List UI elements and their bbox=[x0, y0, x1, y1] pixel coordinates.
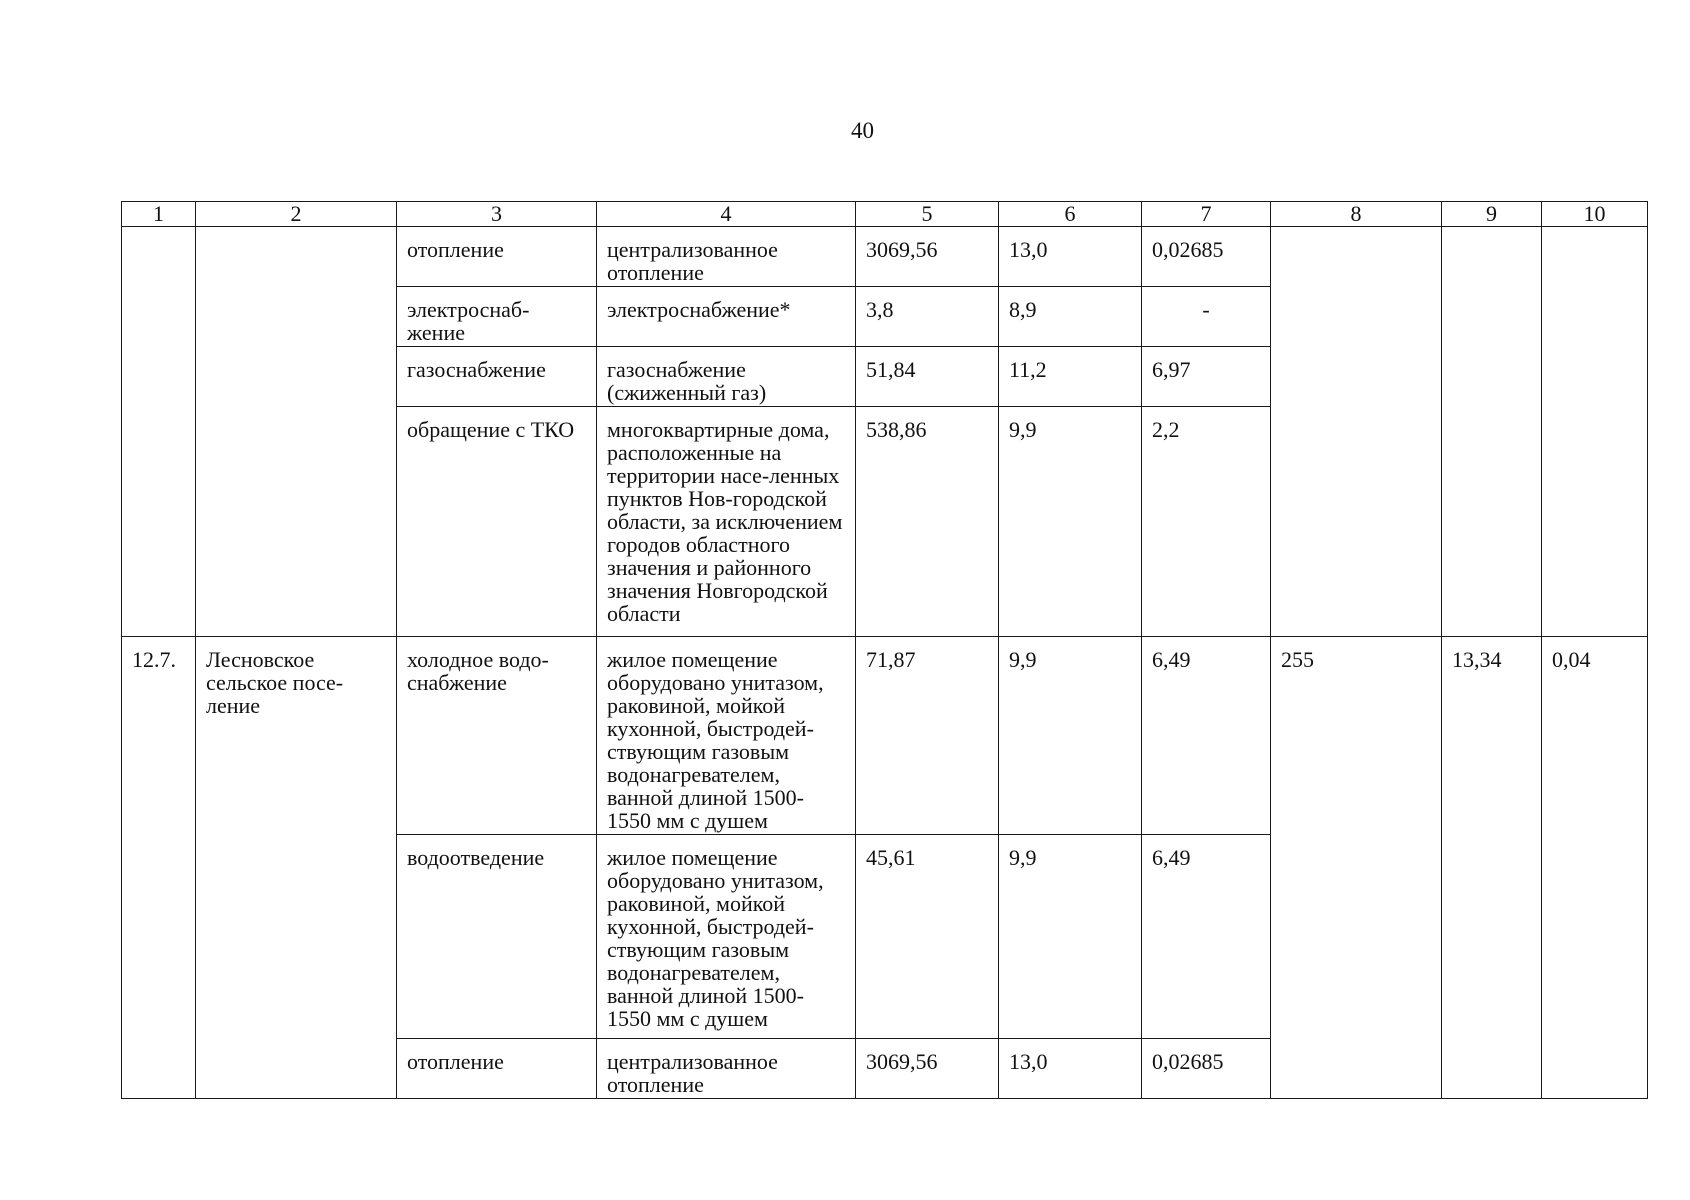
cell-description: электроснабжение* bbox=[597, 287, 856, 347]
cell-col5: 71,87 bbox=[856, 637, 999, 835]
cell-description: жилое помещение оборудовано унитазом, раковиной, мойкой кухонной, быстродей-ствующим газовым водонагревателем, ванной длиной 1500-1550 мм с душем bbox=[597, 637, 856, 835]
cell-col6: 9,9 bbox=[999, 407, 1142, 637]
cell-description: жилое помещение оборудовано унитазом, раковиной, мойкой кухонной, быстродей-ствующим газовым водонагревателем, ванной длиной 1500-1550 мм с душем bbox=[597, 835, 856, 1039]
cell-service: электроснаб-жение bbox=[397, 287, 597, 347]
header-cell-6: 6 bbox=[999, 202, 1142, 227]
header-cell-7: 7 bbox=[1142, 202, 1271, 227]
cell-col6: 9,9 bbox=[999, 637, 1142, 835]
cell-description: многоквартирные дома, расположенные на территории насе-ленных пунктов Нов-городской области, за исключением городов областного значения и районного значения Новгородской области bbox=[597, 407, 856, 637]
cell-service: отопление bbox=[397, 227, 597, 287]
cell-col5: 538,86 bbox=[856, 407, 999, 637]
cell-col7: 6,49 bbox=[1142, 637, 1271, 835]
cell-service: отопление bbox=[397, 1039, 597, 1099]
header-cell-3: 3 bbox=[397, 202, 597, 227]
cell-col7: 6,97 bbox=[1142, 347, 1271, 407]
cell-col6: 13,0 bbox=[999, 227, 1142, 287]
table-row bbox=[122, 637, 1648, 835]
cell-settlement-prev bbox=[196, 227, 397, 637]
header-cell-4: 4 bbox=[597, 202, 856, 227]
cell-col7: 0,02685 bbox=[1142, 227, 1271, 287]
cell-col10: 0,04 bbox=[1542, 637, 1648, 1099]
cell-col6: 13,0 bbox=[999, 1039, 1142, 1099]
header-cell-9: 9 bbox=[1442, 202, 1542, 227]
table-row bbox=[122, 227, 1648, 287]
tariff-table bbox=[121, 201, 1648, 1099]
cell-description: централизованное отопление bbox=[597, 1039, 856, 1099]
cell-col6: 8,9 bbox=[999, 287, 1142, 347]
page-number: 40 bbox=[851, 118, 874, 143]
cell-col8-prev bbox=[1271, 227, 1442, 637]
cell-col9-prev bbox=[1442, 227, 1542, 637]
cell-col5: 3069,56 bbox=[856, 1039, 999, 1099]
header-cell-8: 8 bbox=[1271, 202, 1442, 227]
cell-service: водоотведение bbox=[397, 835, 597, 1039]
cell-col8: 255 bbox=[1271, 637, 1442, 1099]
cell-num-prev bbox=[122, 227, 196, 637]
cell-description: газоснабжение (сжиженный газ) bbox=[597, 347, 856, 407]
cell-col5: 45,61 bbox=[856, 835, 999, 1039]
header-cell-5: 5 bbox=[856, 202, 999, 227]
cell-col7: 6,49 bbox=[1142, 835, 1271, 1039]
cell-settlement: Лесновское сельское посе-ление bbox=[196, 637, 397, 1099]
cell-col6: 9,9 bbox=[999, 835, 1142, 1039]
cell-service: обращение с ТКО bbox=[397, 407, 597, 637]
cell-col7: - bbox=[1142, 287, 1271, 347]
header-cell-1: 1 bbox=[122, 202, 196, 227]
cell-col5: 3069,56 bbox=[856, 227, 999, 287]
cell-description: централизованное отопление bbox=[597, 227, 856, 287]
cell-num: 12.7. bbox=[122, 637, 196, 1099]
cell-col7: 2,2 bbox=[1142, 407, 1271, 637]
cell-col9: 13,34 bbox=[1442, 637, 1542, 1099]
header-cell-10: 10 bbox=[1542, 202, 1648, 227]
cell-col5: 51,84 bbox=[856, 347, 999, 407]
cell-col6: 11,2 bbox=[999, 347, 1142, 407]
tariff-table-wrapper bbox=[121, 201, 1647, 1099]
cell-col7: 0,02685 bbox=[1142, 1039, 1271, 1099]
header-cell-2: 2 bbox=[196, 202, 397, 227]
cell-col5: 3,8 bbox=[856, 287, 999, 347]
header-row bbox=[122, 202, 1648, 227]
cell-service: газоснабжение bbox=[397, 347, 597, 407]
cell-service: холодное водо-снабжение bbox=[397, 637, 597, 835]
cell-col10-prev bbox=[1542, 227, 1648, 637]
